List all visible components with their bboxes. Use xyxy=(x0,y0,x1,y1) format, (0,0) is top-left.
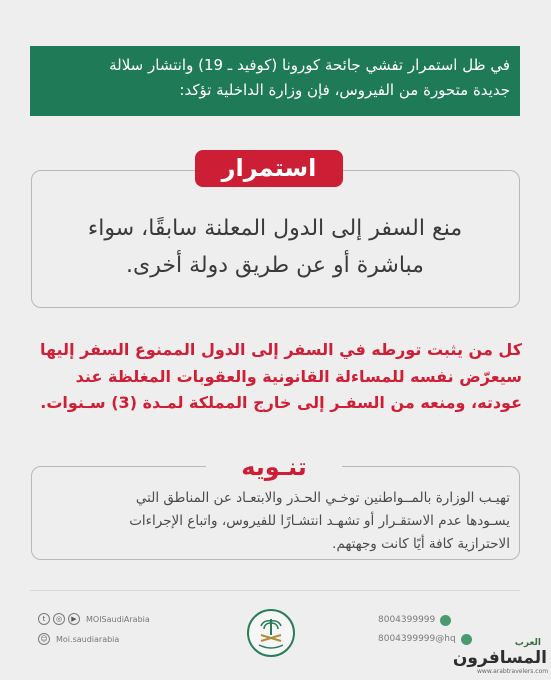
snapchat-handle[interactable]: Moi.saudiarabia xyxy=(56,634,120,644)
travel-ban-line-1: منع السفر إلى الدول المعلنة سابقًا، سواء xyxy=(87,216,463,241)
snapchat-row xyxy=(38,631,178,647)
social-row xyxy=(38,611,178,627)
notice-body xyxy=(40,487,510,556)
watermark-sub: العرب xyxy=(514,638,541,648)
watermark-url: www.arabtravelers.com xyxy=(477,668,549,675)
footer-divider xyxy=(30,590,520,591)
social-handle[interactable]: MOISaudiArabia xyxy=(86,614,150,624)
penalty-warning xyxy=(28,337,522,417)
travel-ban-line-2: مباشرة أو عن طريق دولة أخرى. xyxy=(126,253,424,278)
intro-line-1: في ظل استمرار تفشي جائحة كورونا (كوفيد ـ 19) وانتشار سلالة xyxy=(109,56,510,74)
intro-line-2: جديدة متحورة من الفيروس، فإن وزارة الداخلية تؤكد: xyxy=(179,81,510,99)
youtube-icon[interactable]: ▶ xyxy=(68,613,80,625)
warning-line-1: كل من يثبت تورطه في السفر إلى الدول الممنوع السفر إليها xyxy=(39,340,522,359)
watermark-main: المسافرون xyxy=(452,648,547,668)
social-links xyxy=(38,611,178,647)
intro-banner xyxy=(30,46,520,116)
travel-ban-text xyxy=(40,210,510,284)
snapchat-icon[interactable]: ☺ xyxy=(38,633,50,645)
phone-icon xyxy=(440,615,451,626)
notice-line-3: الاحترازية كافة أيًا كانت وجهتهم. xyxy=(332,536,510,552)
ministry-emblem xyxy=(247,609,295,657)
warning-line-3: عودته، ومنعه من السفـر إلى خارج المملكة لمـدة (3) سـنوات. xyxy=(40,393,522,412)
phone-number[interactable]: 8004399999 xyxy=(378,615,436,625)
notice-line-2: يسـودها عدم الاستقـرار أو تشهـد انتشـارًا للفيروس، واتباع الإجراءات xyxy=(129,513,510,529)
whatsapp-number[interactable]: 8004399999@hq xyxy=(378,634,456,644)
notice-title: تنـويه xyxy=(206,450,342,484)
continuation-badge: استمرار xyxy=(195,150,343,187)
notice-line-1: تهيـب الوزارة بالمــواطنين توخـي الحـذر والابتعـاد عن المناطق التي xyxy=(135,490,510,506)
palm-swords-emblem-icon xyxy=(249,611,293,655)
twitter-icon[interactable]: t xyxy=(38,613,50,625)
warning-line-2: سيعرّض نفسه للمساءلة القانونية والعقوبات المغلظة عند xyxy=(75,366,522,386)
site-watermark xyxy=(452,616,549,676)
instagram-icon[interactable]: ◎ xyxy=(53,613,65,625)
